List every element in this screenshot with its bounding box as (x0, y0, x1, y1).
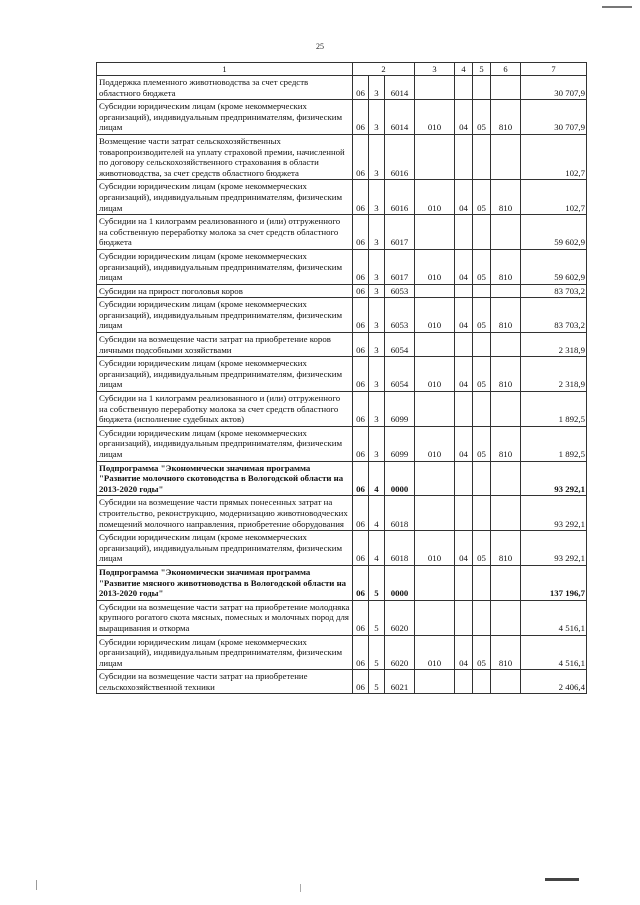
header-col-2: 2 (353, 63, 415, 76)
row-code-article: 6020 (385, 600, 415, 635)
row-code-subprogram: 3 (369, 249, 385, 284)
row-code-article: 0000 (385, 461, 415, 496)
row-col-4: 04 (455, 635, 473, 670)
row-code-article: 6018 (385, 496, 415, 531)
row-col-3: 010 (415, 180, 455, 215)
row-code-section: 06 (353, 215, 369, 250)
table-row (97, 180, 587, 215)
row-col-4: 04 (455, 249, 473, 284)
row-amount: 93 292,1 (521, 531, 587, 566)
row-col-4: 04 (455, 426, 473, 461)
row-amount: 102,7 (521, 134, 587, 179)
row-name: Субсидии юридическим лицам (кроме некоммерческих организаций), индивидуальным предпринимателям, физическим лицам (97, 298, 353, 333)
header-col-5: 5 (473, 63, 491, 76)
row-col-5: 05 (473, 249, 491, 284)
row-code-article: 6020 (385, 635, 415, 670)
row-amount: 4 516,1 (521, 635, 587, 670)
row-col-6: 810 (491, 180, 521, 215)
table-row (97, 134, 587, 179)
row-col-4 (455, 333, 473, 357)
row-code-section: 06 (353, 600, 369, 635)
header-col-1: 1 (97, 63, 353, 76)
row-col-5: 05 (473, 100, 491, 135)
row-col-6: 810 (491, 100, 521, 135)
row-code-subprogram: 5 (369, 635, 385, 670)
row-col-5 (473, 565, 491, 600)
row-amount: 137 196,7 (521, 565, 587, 600)
row-amount: 1 892,5 (521, 392, 587, 427)
row-code-article: 6099 (385, 426, 415, 461)
row-col-4 (455, 670, 473, 694)
row-col-3 (415, 392, 455, 427)
row-code-article: 6016 (385, 180, 415, 215)
scan-mark-bottom-center (300, 884, 301, 892)
table-row (97, 333, 587, 357)
row-col-6 (491, 461, 521, 496)
row-col-5 (473, 392, 491, 427)
row-code-article: 6014 (385, 76, 415, 100)
row-name: Субсидии юридическим лицам (кроме некоммерческих организаций), индивидуальным предпринимателям, физическим лицам (97, 357, 353, 392)
row-code-subprogram: 3 (369, 134, 385, 179)
row-col-3: 010 (415, 100, 455, 135)
row-col-5 (473, 496, 491, 531)
row-col-3 (415, 284, 455, 298)
row-code-section: 06 (353, 357, 369, 392)
row-name: Субсидии на 1 килограмм реализованного и (или) отгруженного на собственную переработку молока за счет средств областного бюджета (исполнение судебных актов) (97, 392, 353, 427)
row-name: Подпрограмма "Экономически значимая программа "Развитие молочного скотоводства в Вологодской области на 2013-2020 годы" (97, 461, 353, 496)
row-code-subprogram: 3 (369, 284, 385, 298)
row-code-section: 06 (353, 333, 369, 357)
row-amount: 83 703,2 (521, 298, 587, 333)
row-col-6 (491, 76, 521, 100)
row-col-6 (491, 215, 521, 250)
table-body (97, 76, 587, 694)
row-code-section: 06 (353, 249, 369, 284)
row-code-article: 6014 (385, 100, 415, 135)
row-code-section: 06 (353, 565, 369, 600)
row-name: Субсидии юридическим лицам (кроме некоммерческих организаций), индивидуальным предпринимателям, физическим лицам (97, 180, 353, 215)
table-row (97, 600, 587, 635)
header-col-4: 4 (455, 63, 473, 76)
row-code-subprogram: 4 (369, 461, 385, 496)
scan-mark-bottom-left (36, 880, 37, 890)
row-name: Поддержка племенного животноводства за счет средств областного бюджета (97, 76, 353, 100)
row-col-3 (415, 461, 455, 496)
row-col-4 (455, 461, 473, 496)
row-code-article: 6021 (385, 670, 415, 694)
row-code-subprogram: 5 (369, 670, 385, 694)
row-code-section: 06 (353, 531, 369, 566)
header-col-3: 3 (415, 63, 455, 76)
row-col-5: 05 (473, 180, 491, 215)
row-col-3: 010 (415, 635, 455, 670)
row-code-article: 6054 (385, 357, 415, 392)
row-col-5 (473, 134, 491, 179)
row-col-4: 04 (455, 357, 473, 392)
row-col-3: 010 (415, 357, 455, 392)
row-col-5: 05 (473, 635, 491, 670)
row-col-3: 010 (415, 531, 455, 566)
row-amount: 59 602,9 (521, 215, 587, 250)
table-row (97, 357, 587, 392)
row-code-section: 06 (353, 76, 369, 100)
row-name: Субсидии на возмещение части затрат на приобретение молодняка крупного рогатого скота мясных, помесных и молочных пород для выращивания и откорма (97, 600, 353, 635)
row-col-6 (491, 134, 521, 179)
table-row (97, 298, 587, 333)
scan-mark-bottom-right (545, 878, 579, 881)
row-code-section: 06 (353, 635, 369, 670)
budget-table (96, 62, 587, 694)
row-code-article: 0000 (385, 565, 415, 600)
row-col-3 (415, 76, 455, 100)
row-col-3 (415, 496, 455, 531)
row-col-3: 010 (415, 426, 455, 461)
row-name: Субсидии на возмещение части затрат на приобретение сельскохозяйственной техники (97, 670, 353, 694)
table-row (97, 100, 587, 135)
table-row (97, 249, 587, 284)
row-col-6 (491, 600, 521, 635)
header-col-6: 6 (491, 63, 521, 76)
table-row (97, 76, 587, 100)
row-code-section: 06 (353, 670, 369, 694)
row-col-5 (473, 333, 491, 357)
row-code-article: 6016 (385, 134, 415, 179)
row-amount: 2 406,4 (521, 670, 587, 694)
row-amount: 59 602,9 (521, 249, 587, 284)
row-col-4 (455, 134, 473, 179)
row-name: Субсидии юридическим лицам (кроме некоммерческих организаций), индивидуальным предпринимателям, физическим лицам (97, 635, 353, 670)
row-code-subprogram: 5 (369, 565, 385, 600)
row-code-subprogram: 4 (369, 531, 385, 566)
row-code-subprogram: 3 (369, 333, 385, 357)
row-col-4 (455, 284, 473, 298)
row-col-6 (491, 565, 521, 600)
table-row (97, 284, 587, 298)
row-col-4 (455, 600, 473, 635)
row-col-5 (473, 600, 491, 635)
row-col-3 (415, 134, 455, 179)
row-col-6 (491, 392, 521, 427)
header-col-7: 7 (521, 63, 587, 76)
row-code-section: 06 (353, 392, 369, 427)
row-col-5 (473, 284, 491, 298)
row-col-4 (455, 565, 473, 600)
row-col-6: 810 (491, 357, 521, 392)
page-number: 25 (316, 42, 324, 51)
table-row (97, 635, 587, 670)
row-col-4 (455, 215, 473, 250)
row-col-4: 04 (455, 531, 473, 566)
row-name: Субсидии на прирост поголовья коров (97, 284, 353, 298)
row-col-5 (473, 461, 491, 496)
row-col-5: 05 (473, 357, 491, 392)
row-code-article: 6053 (385, 284, 415, 298)
row-amount: 93 292,1 (521, 461, 587, 496)
row-code-section: 06 (353, 298, 369, 333)
row-name: Субсидии на возмещение части затрат на приобретение коров личными подсобными хозяйствами (97, 333, 353, 357)
row-name: Субсидии юридическим лицам (кроме некоммерческих организаций), индивидуальным предпринимателям, физическим лицам (97, 426, 353, 461)
row-amount: 83 703,2 (521, 284, 587, 298)
row-name: Субсидии на возмещение части прямых понесенных затрат на строительство, реконструкцию, модернизацию животноводческих помещений молочного направления, приобретение оборудования (97, 496, 353, 531)
table-header-row (97, 63, 587, 76)
row-code-subprogram: 4 (369, 496, 385, 531)
row-code-subprogram: 3 (369, 215, 385, 250)
row-col-5 (473, 76, 491, 100)
table-row (97, 565, 587, 600)
row-code-section: 06 (353, 461, 369, 496)
table-row (97, 496, 587, 531)
table-row (97, 531, 587, 566)
row-col-6: 810 (491, 249, 521, 284)
row-col-4: 04 (455, 298, 473, 333)
row-col-4 (455, 496, 473, 531)
row-col-4 (455, 76, 473, 100)
row-name: Субсидии на 1 килограмм реализованного и (или) отгруженного на собственную переработку молока за счет средств областного бюджета (97, 215, 353, 250)
row-col-6: 810 (491, 531, 521, 566)
row-col-3 (415, 333, 455, 357)
row-col-4: 04 (455, 100, 473, 135)
row-code-subprogram: 3 (369, 426, 385, 461)
row-amount: 2 318,9 (521, 333, 587, 357)
row-col-6: 810 (491, 635, 521, 670)
row-amount: 30 707,9 (521, 100, 587, 135)
scan-mark-top-right (602, 6, 632, 8)
row-code-section: 06 (353, 496, 369, 531)
row-code-section: 06 (353, 426, 369, 461)
row-col-3 (415, 670, 455, 694)
table-row (97, 461, 587, 496)
row-code-article: 6018 (385, 531, 415, 566)
row-col-4 (455, 392, 473, 427)
row-code-article: 6099 (385, 392, 415, 427)
row-code-subprogram: 3 (369, 392, 385, 427)
row-code-article: 6017 (385, 215, 415, 250)
row-code-section: 06 (353, 100, 369, 135)
row-col-6: 810 (491, 426, 521, 461)
row-amount: 30 707,9 (521, 76, 587, 100)
row-code-section: 06 (353, 180, 369, 215)
row-name: Подпрограмма "Экономически значимая программа "Развитие мясного животноводства в Вологодской области на 2013-2020 годы" (97, 565, 353, 600)
row-col-5 (473, 670, 491, 694)
row-amount: 102,7 (521, 180, 587, 215)
row-name: Субсидии юридическим лицам (кроме некоммерческих организаций), индивидуальным предпринимателям, физическим лицам (97, 249, 353, 284)
row-code-subprogram: 3 (369, 100, 385, 135)
row-col-6: 810 (491, 298, 521, 333)
row-code-subprogram: 5 (369, 600, 385, 635)
row-col-6 (491, 333, 521, 357)
table-row (97, 670, 587, 694)
row-col-3 (415, 565, 455, 600)
table-row (97, 392, 587, 427)
row-col-5: 05 (473, 426, 491, 461)
table-row (97, 426, 587, 461)
row-code-article: 6053 (385, 298, 415, 333)
row-col-5: 05 (473, 531, 491, 566)
row-code-subprogram: 3 (369, 357, 385, 392)
row-name: Субсидии юридическим лицам (кроме некоммерческих организаций), индивидуальным предпринимателям, физическим лицам (97, 100, 353, 135)
row-name: Субсидии юридическим лицам (кроме некоммерческих организаций), индивидуальным предпринимателям, физическим лицам (97, 531, 353, 566)
row-col-3 (415, 215, 455, 250)
row-code-subprogram: 3 (369, 298, 385, 333)
row-col-6 (491, 670, 521, 694)
row-col-4: 04 (455, 180, 473, 215)
row-col-3 (415, 600, 455, 635)
row-amount: 2 318,9 (521, 357, 587, 392)
row-amount: 4 516,1 (521, 600, 587, 635)
row-col-5 (473, 215, 491, 250)
row-code-subprogram: 3 (369, 76, 385, 100)
row-code-section: 06 (353, 134, 369, 179)
row-col-3: 010 (415, 298, 455, 333)
row-name: Возмещение части затрат сельскохозяйственных товаропроизводителей на уплату страховой премии, начисленной по договору сельскохозяйственного страхования в области животноводства, за счет средств областного бюджета (97, 134, 353, 179)
row-amount: 93 292,1 (521, 496, 587, 531)
row-code-article: 6017 (385, 249, 415, 284)
row-col-6 (491, 496, 521, 531)
row-col-5: 05 (473, 298, 491, 333)
row-amount: 1 892,5 (521, 426, 587, 461)
row-code-section: 06 (353, 284, 369, 298)
table-row (97, 215, 587, 250)
row-code-subprogram: 3 (369, 180, 385, 215)
row-col-3: 010 (415, 249, 455, 284)
row-code-article: 6054 (385, 333, 415, 357)
row-col-6 (491, 284, 521, 298)
